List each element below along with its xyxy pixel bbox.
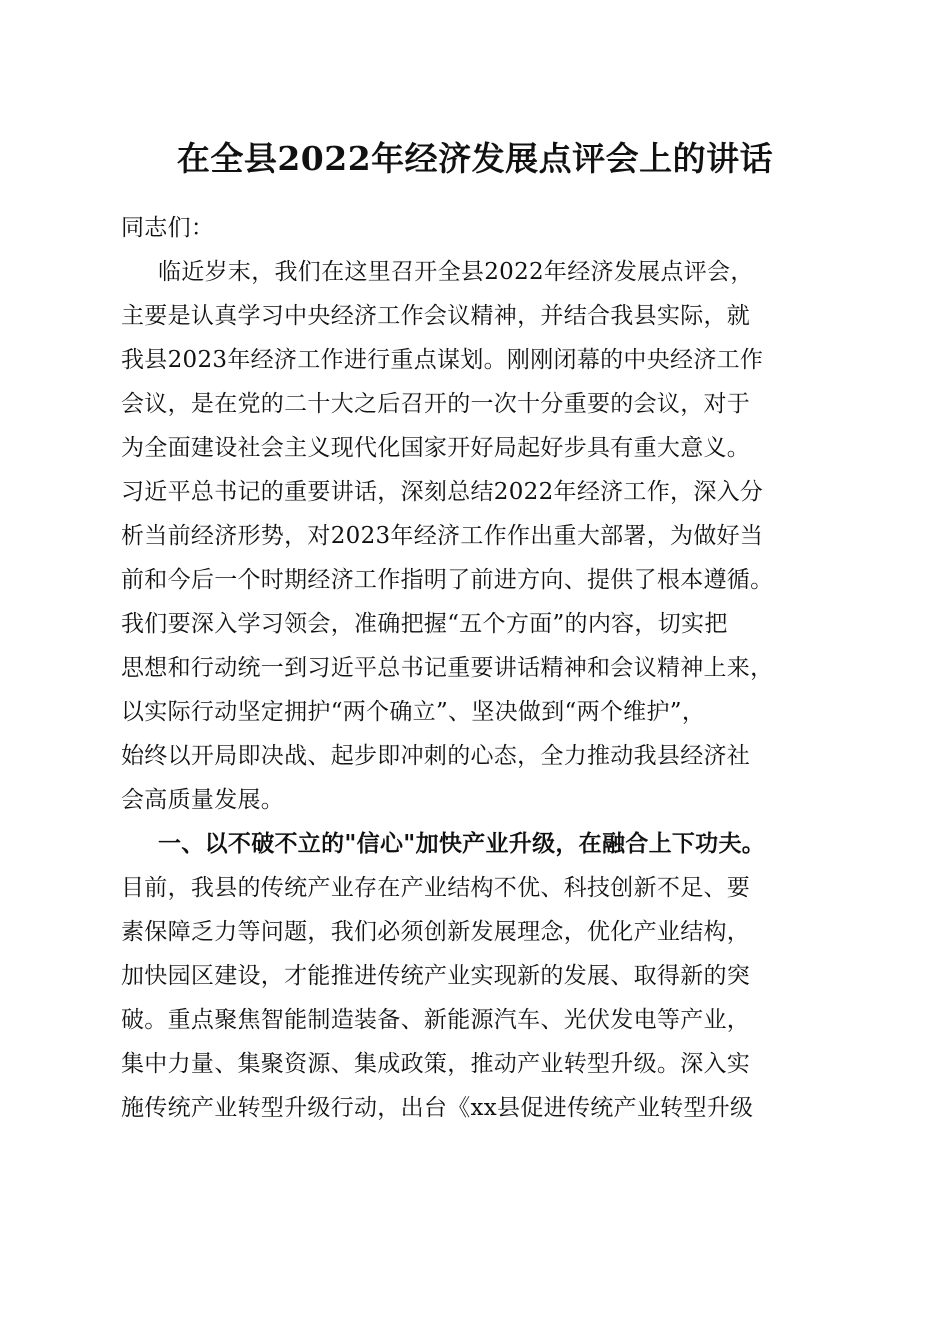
section-line: 集中力量、集聚资源、集成政策，推动产业转型升级。深入实 — [121, 1051, 751, 1077]
section-line: 加快园区建设，才能推进传统产业实现新的发展、取得新的突 — [121, 963, 751, 989]
salutation: 同志们： — [121, 215, 215, 241]
paragraph-line: 析当前经济形势，对2023年经济工作作出重大部署，为做好当 — [121, 523, 764, 549]
paragraph-line: 为全面建设社会主义现代化国家开好局起好步具有重大意义。 — [121, 435, 751, 461]
paragraph-line: 以实际行动坚定拥护“两个确立”、坚决做到“两个维护”， — [121, 699, 706, 725]
section-line: 施传统产业转型升级行动，出台《xx县促进传统产业转型升级 — [121, 1095, 754, 1121]
section-heading: 一、以不破不立的"信心"加快产业升级，在融合上下功夫。 — [158, 830, 766, 857]
paragraph-line: 临近岁末，我们在这里召开全县2022年经济发展点评会， — [158, 259, 754, 285]
paragraph-line: 思想和行动统一到习近平总书记重要讲话精神和会议精神上来， — [121, 655, 774, 681]
paragraph-line: 习近平总书记的重要讲话，深刻总结2022年经济工作，深入分 — [121, 479, 764, 505]
document-title: 在全县2022年经济发展点评会上的讲话 — [176, 139, 774, 178]
paragraph-line: 会高质量发展。 — [121, 787, 285, 813]
paragraph-line: 我县2023年经济工作进行重点谋划。刚刚闭幕的中央经济工作 — [121, 347, 764, 373]
paragraph-line: 前和今后一个时期经济工作指明了前进方向、提供了根本遵循。 — [121, 567, 774, 593]
paragraph-line: 主要是认真学习中央经济工作会议精神，并结合我县实际，就 — [121, 303, 751, 329]
paragraph-line: 始终以开局即决战、起步即冲刺的心态，全力推动我县经济社 — [121, 743, 751, 769]
paragraph-line: 我们要深入学习领会，准确把握“五个方面”的内容，切实把 — [121, 611, 728, 637]
section-line: 破。重点聚焦智能制造装备、新能源汽车、光伏发电等产业， — [121, 1007, 751, 1033]
section-line: 素保障乏力等问题，我们必须创新发展理念，优化产业结构， — [121, 919, 751, 945]
paragraph-line: 会议，是在党的二十大之后召开的一次十分重要的会议，对于 — [121, 391, 751, 417]
section-line: 目前，我县的传统产业存在产业结构不优、科技创新不足、要 — [121, 875, 751, 901]
